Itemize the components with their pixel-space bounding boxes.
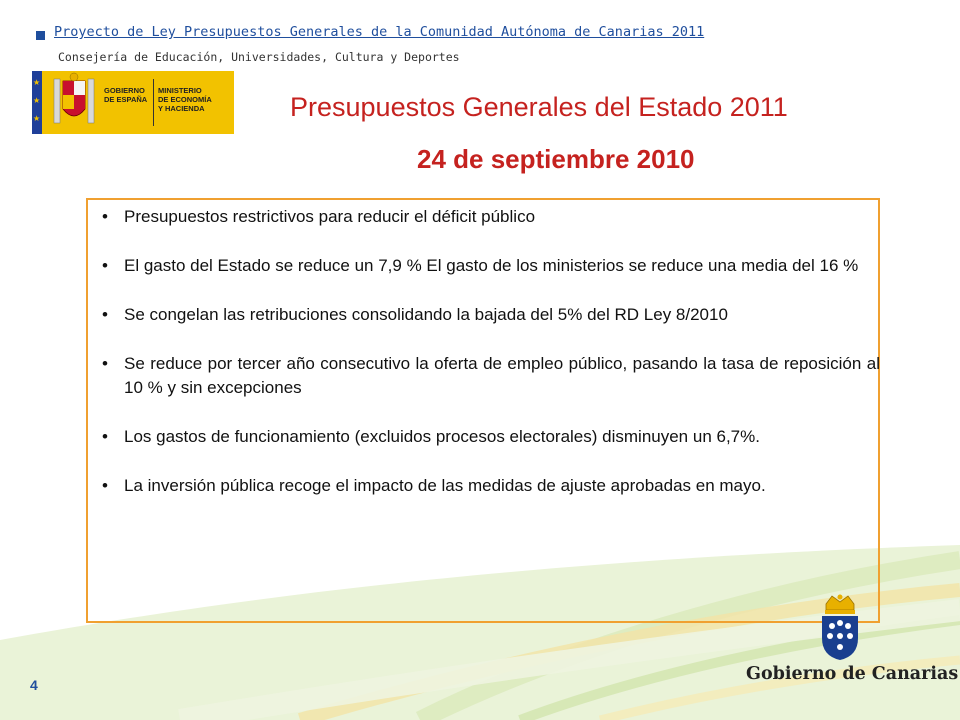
header-bullet-square — [36, 31, 45, 40]
bullet-list — [96, 205, 880, 523]
svg-text:★: ★ — [33, 78, 41, 87]
bullet-icon: • — [102, 305, 108, 324]
logo-gobierno-text: GOBIERNO DE ESPAÑA — [104, 86, 148, 104]
logo-divider — [153, 79, 154, 126]
list-item: • Los gastos de funcionamiento (excluidos procesos electorales) disminuyen un 6,7%. — [96, 425, 880, 449]
list-item: • Se reduce por tercer año consecutivo la oferta de empleo público, pasando la tasa de reposición al 10 % y sin excepciones — [102, 354, 880, 397]
bullet-icon: • — [102, 354, 108, 373]
svg-text:★: ★ — [33, 96, 41, 105]
date-heading: 24 de septiembre 2010 — [417, 144, 695, 174]
project-link[interactable]: Proyecto de Ley Presupuestos Generales de la Comunidad Autónoma de Canarias 2011 — [54, 24, 705, 40]
canarias-emblem-icon — [812, 594, 868, 662]
list-item: • Se congelan las retribuciones consolidando la bajada del 5% del RD Ley 8/2010 — [96, 303, 880, 327]
svg-text:★: ★ — [33, 114, 41, 123]
page-number: 4 — [30, 677, 38, 693]
bullet-icon: • — [102, 476, 108, 495]
gobierno-canarias-wordmark: Gobierno de Canarias — [746, 664, 959, 684]
gobierno-espana-logo — [32, 71, 234, 134]
bullet-icon: • — [102, 427, 108, 446]
department-subtitle: Consejería de Educación, Universidades, Cultura y Deportes — [58, 50, 460, 64]
bullet-icon: • — [102, 207, 108, 226]
list-item: • El gasto del Estado se reduce un 7,9 % El gasto de los ministerios se reduce una media del 16 % — [96, 254, 880, 278]
bullet-icon: • — [102, 256, 108, 275]
page-title: Presupuestos Generales del Estado 2011 — [290, 92, 788, 122]
list-item: • Presupuestos restrictivos para reducir el déficit público — [96, 205, 880, 229]
logo-ministry-text: MINISTERIO DE ECONOMÍA Y HACIENDA — [158, 86, 212, 113]
list-item: • La inversión pública recoge el impacto de las medidas de ajuste aprobadas en mayo. — [96, 474, 880, 498]
